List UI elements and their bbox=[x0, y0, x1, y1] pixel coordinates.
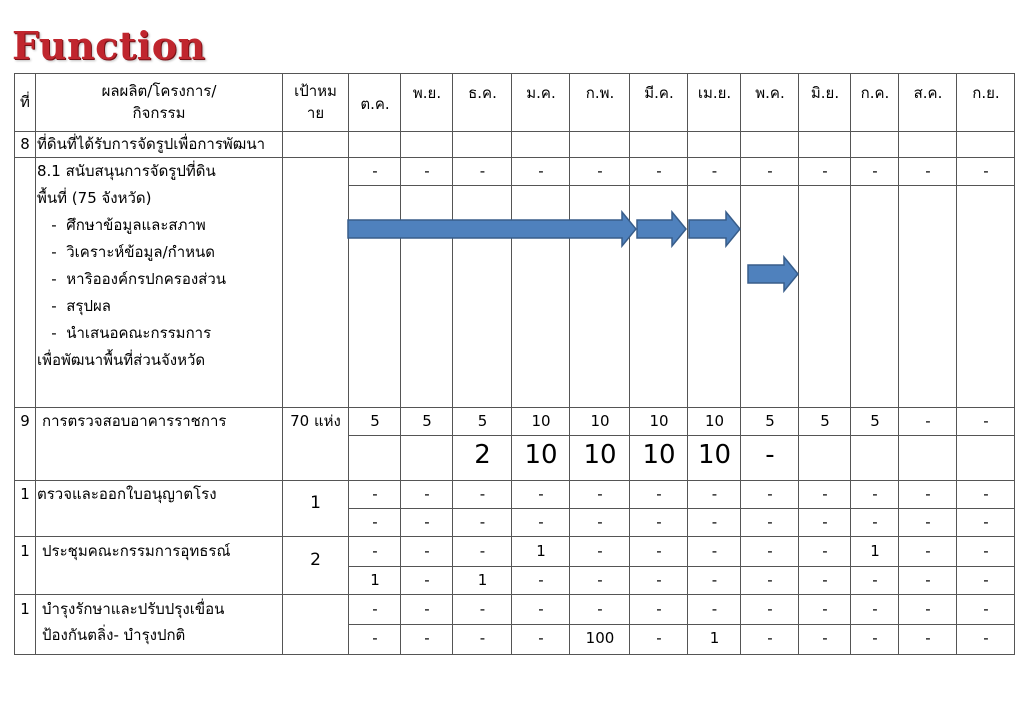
r11-plan-8: - bbox=[822, 542, 828, 560]
r10-plan-9: - bbox=[872, 485, 878, 503]
r11-result-4: - bbox=[597, 571, 603, 589]
r11-result-11: - bbox=[983, 571, 989, 589]
r11-plan-3: 1 bbox=[536, 542, 546, 560]
r12-result-2: - bbox=[479, 629, 486, 647]
r12-plan-0: - bbox=[372, 600, 378, 618]
r12-plan-5: - bbox=[656, 600, 662, 618]
row10-title: ตรวจและออกใบอนุญาตโรง bbox=[37, 485, 217, 503]
row12-no: 1 bbox=[20, 600, 30, 618]
r11-result-10: - bbox=[925, 571, 931, 589]
s9-plan-0: 5 bbox=[370, 412, 380, 430]
s9-result-2: 2 bbox=[474, 440, 491, 470]
s9-result-5: 10 bbox=[642, 440, 676, 470]
s9-plan-1: 5 bbox=[422, 412, 432, 430]
s9-plan-5: 10 bbox=[649, 412, 669, 430]
s8-item-line-7: เพื่อพัฒนาพื้นที่ส่วนจังหวัด bbox=[37, 351, 206, 369]
r10-plan-4: - bbox=[597, 485, 603, 503]
r10-plan-2: - bbox=[479, 485, 486, 503]
r10-plan-7: - bbox=[767, 485, 773, 503]
row10-no: 1 bbox=[20, 485, 30, 503]
s9-plan-7: 5 bbox=[765, 412, 775, 430]
r10-plan-8: - bbox=[822, 485, 828, 503]
r10-result-4: - bbox=[597, 513, 603, 531]
row11-title: ประชุมคณะกรรมการอุทธรณ์ bbox=[42, 542, 231, 560]
r11-plan-5: - bbox=[656, 542, 662, 560]
month-header-7: พ.ค. bbox=[755, 84, 785, 102]
r10-plan-0: - bbox=[372, 485, 378, 503]
s8-month-10: - bbox=[925, 162, 931, 180]
header-no: ที่ bbox=[20, 93, 30, 111]
s9-result-7: - bbox=[765, 440, 775, 470]
r11-result-6: - bbox=[711, 571, 718, 589]
s9-plan-4: 10 bbox=[590, 412, 610, 430]
s9-result-4: 10 bbox=[583, 440, 617, 470]
s9-result-3: 10 bbox=[524, 440, 558, 470]
row10-target: 1 bbox=[310, 493, 321, 513]
row12-title-line2: ป้องกันตลิ่ง- บำรุงปกติ bbox=[42, 626, 186, 644]
r11-plan-7: - bbox=[767, 542, 773, 560]
month-header-8: มิ.ย. bbox=[810, 84, 840, 102]
r10-plan-6: - bbox=[711, 485, 718, 503]
s8-item-line-0: 8.1 สนับสนุนการจัดรูปที่ดิน bbox=[37, 162, 216, 180]
r12-plan-8: - bbox=[822, 600, 828, 618]
r12-result-3: - bbox=[538, 629, 544, 647]
s8-month-2: - bbox=[479, 162, 486, 180]
r10-result-2: - bbox=[479, 513, 486, 531]
s8-month-6: - bbox=[711, 162, 718, 180]
section9-no: 9 bbox=[20, 412, 30, 430]
r11-plan-9: 1 bbox=[870, 542, 880, 560]
r11-plan-4: - bbox=[597, 542, 603, 560]
r11-plan-6: - bbox=[711, 542, 718, 560]
r12-result-7: - bbox=[767, 629, 773, 647]
s8-month-5: - bbox=[656, 162, 662, 180]
r10-result-10: - bbox=[925, 513, 931, 531]
s8-month-0: - bbox=[372, 162, 378, 180]
s9-plan-6: 10 bbox=[704, 412, 725, 430]
r11-plan-0: - bbox=[372, 542, 378, 560]
r10-plan-11: - bbox=[983, 485, 989, 503]
arrow-mar bbox=[637, 212, 686, 246]
s9-plan-11: - bbox=[983, 412, 989, 430]
r10-plan-10: - bbox=[925, 485, 931, 503]
r12-result-5: - bbox=[656, 629, 662, 647]
r11-result-5: - bbox=[656, 571, 662, 589]
month-header-4: ก.พ. bbox=[585, 84, 615, 102]
r10-plan-5: - bbox=[656, 485, 662, 503]
r12-plan-11: - bbox=[983, 600, 989, 618]
r10-result-3: - bbox=[538, 513, 544, 531]
r11-result-0: 1 bbox=[370, 571, 380, 589]
s8-item-line-1: พื้นที่ (75 จังหวัด) bbox=[37, 189, 152, 207]
month-header-6: เม.ย. bbox=[697, 84, 732, 102]
row11-target: 2 bbox=[310, 550, 321, 570]
s9-plan-8: 5 bbox=[820, 412, 830, 430]
s8-item-line-4: - หาริอองค์กรปกครองส่วน bbox=[37, 270, 226, 288]
s9-plan-3: 10 bbox=[531, 412, 551, 430]
header-target-line2: าย bbox=[306, 104, 325, 122]
header-product-line1: ผลผลิต/โครงการ/ bbox=[101, 82, 217, 100]
timeline-arrows bbox=[14, 73, 1015, 655]
r12-plan-9: - bbox=[872, 600, 878, 618]
r10-result-0: - bbox=[372, 513, 378, 531]
r11-result-1: - bbox=[424, 571, 430, 589]
header-product-line2: กิจกรรม bbox=[132, 104, 186, 122]
s8-month-4: - bbox=[597, 162, 603, 180]
s9-plan-10: - bbox=[925, 412, 931, 430]
s8-month-7: - bbox=[767, 162, 773, 180]
s8-month-3: - bbox=[538, 162, 544, 180]
r12-result-11: - bbox=[983, 629, 989, 647]
r10-result-5: - bbox=[656, 513, 662, 531]
r11-plan-10: - bbox=[925, 542, 931, 560]
r10-plan-3: - bbox=[538, 485, 544, 503]
r12-result-10: - bbox=[925, 629, 931, 647]
s9-result-6: 10 bbox=[697, 440, 732, 470]
r12-plan-1: - bbox=[424, 600, 430, 618]
month-header-3: ม.ค. bbox=[526, 84, 556, 102]
r10-result-8: - bbox=[822, 513, 828, 531]
s8-month-1: - bbox=[424, 162, 430, 180]
r12-plan-10: - bbox=[925, 600, 931, 618]
arrow-apr bbox=[689, 212, 740, 246]
r11-plan-1: - bbox=[424, 542, 430, 560]
s9-plan-2: 5 bbox=[477, 412, 488, 430]
row11-no: 1 bbox=[20, 542, 30, 560]
s8-item-line-6: - นำเสนอคณะกรรมการ bbox=[37, 324, 212, 342]
s8-month-11: - bbox=[983, 162, 989, 180]
month-header-10: ส.ค. bbox=[913, 84, 943, 102]
r12-result-6: 1 bbox=[709, 629, 720, 647]
s8-item-line-3: - วิเคราะห์ข้อมูล/กำหนด bbox=[37, 243, 216, 261]
r12-result-0: - bbox=[372, 629, 378, 647]
r10-result-9: - bbox=[872, 513, 878, 531]
header-target-line1: เป้าหม bbox=[294, 82, 337, 100]
r10-result-11: - bbox=[983, 513, 989, 531]
schedule-table bbox=[14, 73, 1015, 655]
section9-title: การตรวจสอบอาคารราชการ bbox=[42, 412, 227, 430]
s8-item-line-2: - ศึกษาข้อมูลและสภาพ bbox=[37, 216, 206, 234]
slide-title: Function bbox=[12, 23, 206, 68]
month-header-2: ธ.ค. bbox=[468, 84, 497, 102]
s8-item-line-5: - สรุปผล bbox=[37, 297, 111, 315]
arrow-oct-feb bbox=[348, 212, 636, 246]
r12-result-4: 100 bbox=[585, 629, 615, 647]
r10-result-7: - bbox=[767, 513, 773, 531]
r11-result-7: - bbox=[767, 571, 773, 589]
row12-title-line1: บำรุงรักษาและปรับปรุงเขื่อน bbox=[42, 600, 225, 618]
section9-target: 70 แห่ง bbox=[290, 412, 341, 430]
r12-plan-3: - bbox=[538, 600, 544, 618]
month-header-11: ก.ย. bbox=[972, 84, 1000, 102]
s8-month-8: - bbox=[822, 162, 828, 180]
r11-result-9: - bbox=[872, 571, 878, 589]
section8-no: 8 bbox=[20, 135, 30, 153]
s8-month-9: - bbox=[872, 162, 878, 180]
r10-result-1: - bbox=[424, 513, 430, 531]
r12-plan-4: - bbox=[597, 600, 603, 618]
month-header-5: มี.ค. bbox=[644, 84, 674, 102]
r10-result-6: - bbox=[711, 513, 718, 531]
r11-result-2: 1 bbox=[477, 571, 488, 589]
r12-plan-6: - bbox=[711, 600, 718, 618]
month-header-9: ก.ค. bbox=[860, 84, 890, 102]
r12-result-8: - bbox=[822, 629, 828, 647]
r12-plan-7: - bbox=[767, 600, 773, 618]
r12-result-9: - bbox=[872, 629, 878, 647]
r12-result-1: - bbox=[424, 629, 430, 647]
month-header-0: ต.ค. bbox=[360, 95, 390, 113]
r11-plan-11: - bbox=[983, 542, 989, 560]
month-header-1: พ.ย. bbox=[412, 84, 442, 102]
r12-plan-2: - bbox=[479, 600, 486, 618]
arrow-may bbox=[748, 257, 798, 291]
r11-result-3: - bbox=[538, 571, 544, 589]
s9-plan-9: 5 bbox=[870, 412, 880, 430]
r11-plan-2: - bbox=[479, 542, 486, 560]
r11-result-8: - bbox=[822, 571, 828, 589]
section8-title: ที่ดินที่ได้รับการจัดรูปเพื่อการพัฒนา bbox=[37, 135, 266, 153]
r10-plan-1: - bbox=[424, 485, 430, 503]
